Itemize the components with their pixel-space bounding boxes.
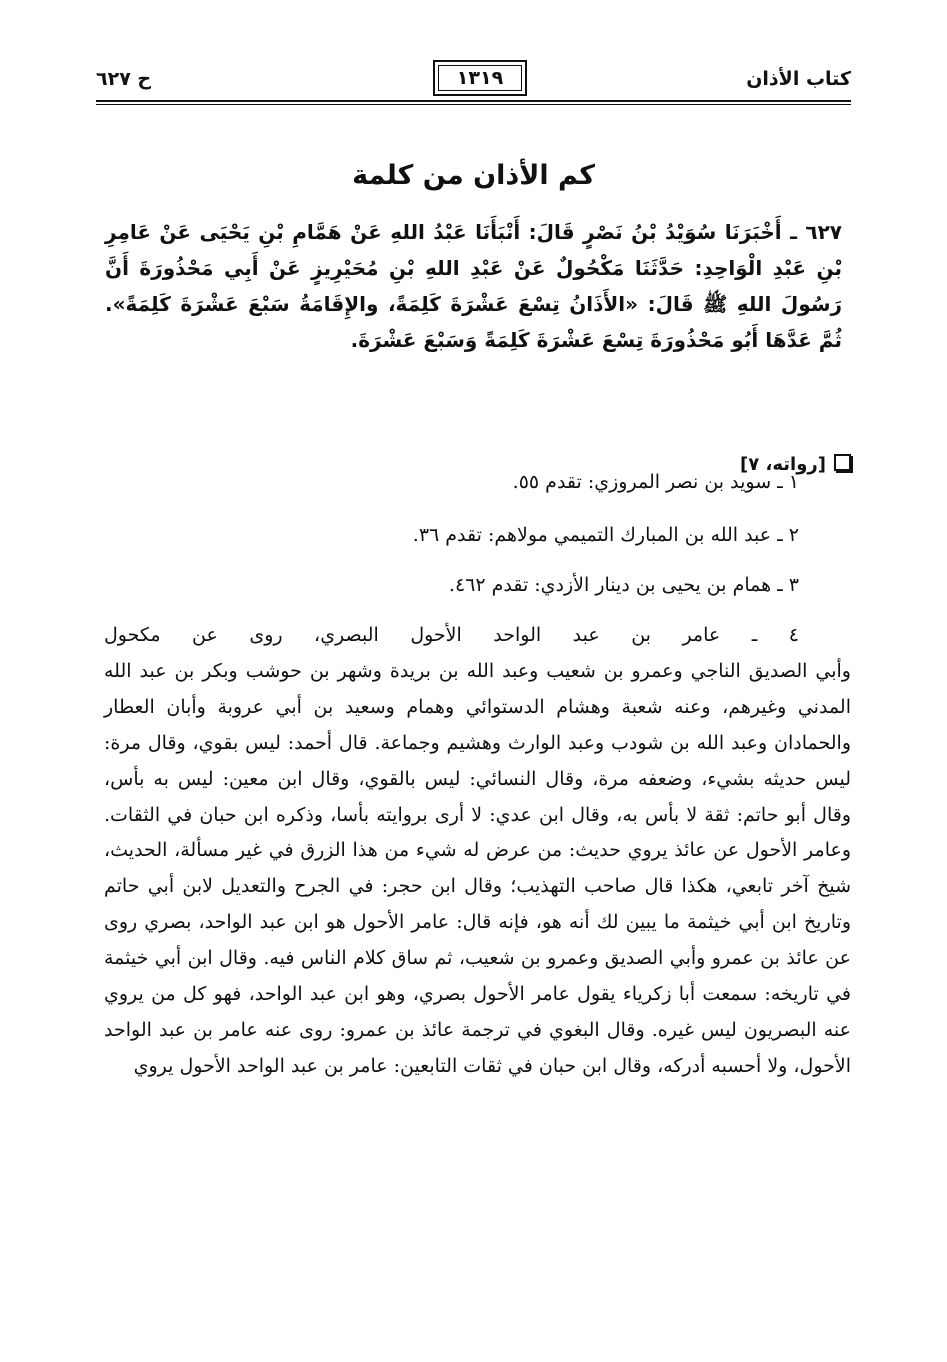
narrators-heading-label: [رواته، ٧]	[740, 454, 826, 475]
narrator-item: ١ ـ سويد بن نصر المروزي: تقدم ٥٥.	[512, 471, 799, 493]
narrator-item: ٣ ـ همام بن يحيى بن دينار الأزدي: تقدم ٤٦٢.	[448, 574, 799, 596]
biography-text: وأبي الصديق الناجي وعمرو بن شعيب وعبد الله بن بريدة وشهر بن حوشب وبكر بن عبد الله المدني وغيرهم، وعنه شعبة وهشام الدستوائي وهمام وسعيد بن أبي عروبة وأبان العطار والحمادان وعبد الله بن شودب وعبد الوارث وهشيم وجماعة. قال أحمد: ليس بقوي، وقال مرة: ليس حديثه بشيء، وضعفه مرة، وقال النسائي: ليس بالقوي، وقال ابن معين: ليس به بأس، وقال أبو حاتم: ثقة لا بأس به، وقال ابن عدي: لا أرى بروايته بأسا، وذكره ابن حبان في الثقات. وعامر الأحول عن عائذ يروي حديث: من عرض له شيء من هذا الزرق في غير مسألة، الحديث، شيخ آخر تابعي، هكذا قال صاحب التهذيب؛ وقال ابن حجر: في الجرح والتعديل لابن أبي حاتم وتاريخ ابن أبي خيثمة ما يبين لك أنه هو، فإنه قال: عامر الأحول هو ابن عبد الواحد، بصري روى عن عائذ بن عمرو وأبي الصديق وعمرو بن شعيب، ثم ساق كلام الناس فيه. وقال ابن أبي خيثمة في تاريخه: سمعت أبا زكرياء يقول عامر الأحول بصري، وهو ابن عبد الواحد، فهو كل من يروي عنه البصريون ليس غيره. وقال البغوي في ترجمة عائذ بن عمرو: روى عنه عامر بن عبد الواحد الأحول، ولا أحسبه أدركه، وقال ابن حبان في ثقات التابعين: عامر بن عبد الواحد الأحول يروي	[104, 659, 851, 1077]
hadith-reference: ح ٦٢٧	[96, 68, 152, 90]
page-number: ١٣١٩	[433, 60, 527, 96]
narrator-item: ٢ ـ عبد الله بن المبارك التميمي مولاهم: تقدم ٣٦.	[412, 524, 799, 546]
biography-first-line: ٤ ـ عامر بن عبد الواحد الأحول البصري، روى عن مكحول	[104, 624, 799, 646]
header-rule	[96, 100, 851, 105]
square-bullet-icon	[834, 454, 851, 471]
book-title: كتاب الأذان	[746, 68, 851, 90]
running-header	[96, 58, 851, 98]
hadith-text: ٦٢٧ ـ أَخْبَرَنَا سُوَيْدُ بْنُ نَصْرٍ قَالَ: أَنْبَأَنَا عَبْدُ اللهِ عَنْ هَمَّامِ بْنِ يَحْيَى عَنْ عَامِرِ بْنِ عَبْدِ الْوَاحِدِ: حَدَّثَنَا مَكْحُولٌ عَنْ عَبْدِ اللهِ بْنِ مُحَيْرِيزٍ عَنْ أَبِي مَحْذُورَةَ أَنَّ رَسُولَ اللهِ ﷺ قَالَ: «الأَذَانُ تِسْعَ عَشْرَةَ كَلِمَةً، والإِقَامَةُ سَبْعَ عَشْرَةَ كَلِمَةً». ثُمَّ عَدَّهَا أَبُو مَحْذُورَةَ تِسْعَ عَشْرَةَ كَلِمَةً وَسَبْعَ عَشْرَةَ.	[105, 220, 842, 352]
narrator-biography	[104, 618, 851, 1085]
chapter-title: كم الأذان من كلمة	[352, 160, 595, 191]
